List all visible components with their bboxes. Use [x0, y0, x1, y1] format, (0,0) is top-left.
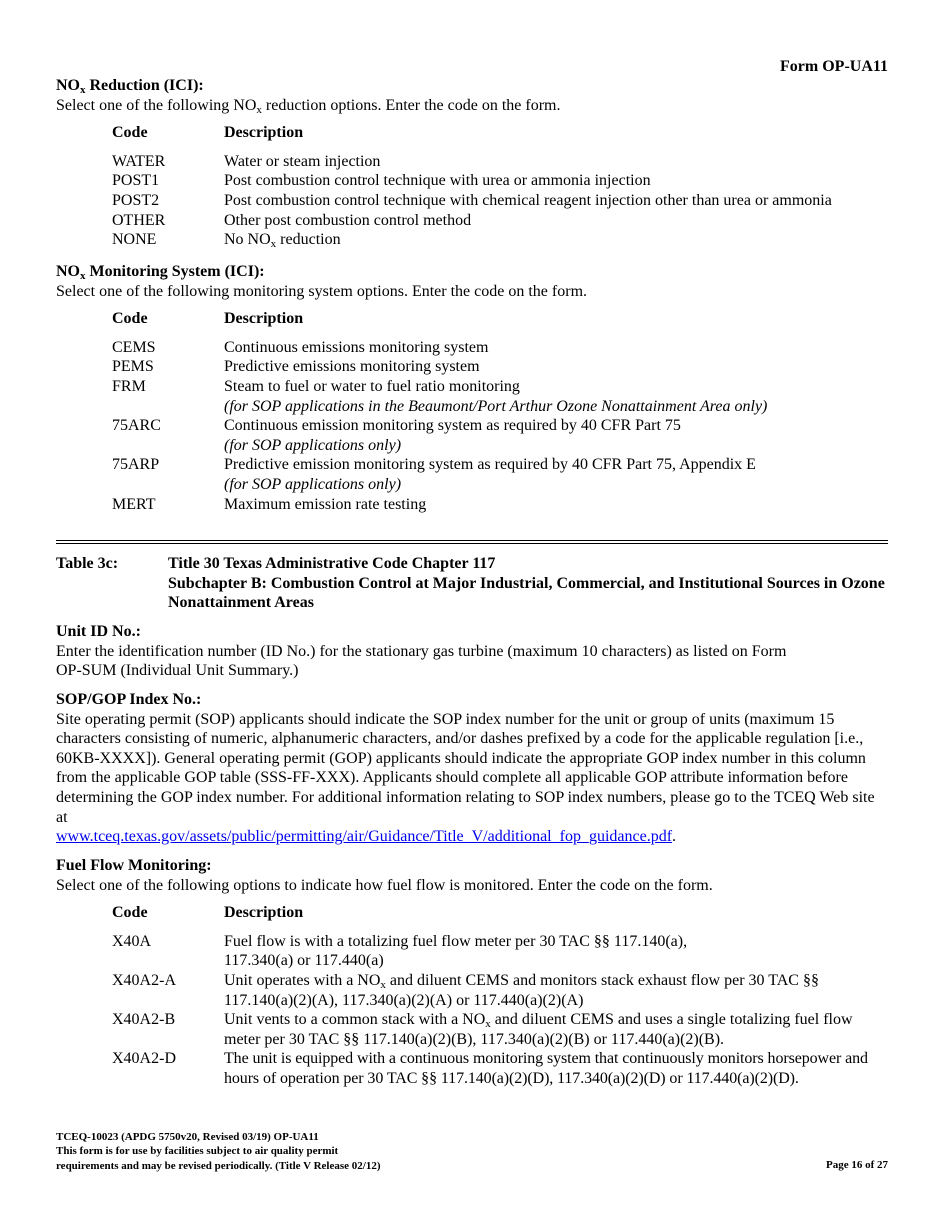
- unit-id-section: [56, 622, 816, 681]
- code-cell: X40A2-B: [112, 1011, 176, 1029]
- table-header: [112, 123, 888, 143]
- code-cell: CEMS: [112, 338, 156, 356]
- table-row: [112, 152, 888, 172]
- table-row: [112, 171, 888, 191]
- footer-usage-note: This form is for use by facilities subject to air quality permit: [56, 1145, 339, 1158]
- table-row: [112, 338, 888, 358]
- page-footer: [56, 1130, 888, 1173]
- table-row: [112, 455, 888, 494]
- nox-reduction-table: [112, 123, 888, 250]
- code-cell: MERT: [112, 495, 156, 513]
- description-cell: Maximum emission rate testing: [224, 495, 427, 513]
- unit-id-text: Enter the identification number (ID No.) for the stationary gas turbine (maximum 10 characters) as listed on Form OP-SUM (Individual Unit Summary.): [56, 642, 787, 680]
- nox-monitoring-section: [56, 262, 888, 514]
- description-column-header: Description: [224, 310, 304, 328]
- nox-reduction-section: [56, 76, 888, 250]
- table-title-line2: Subchapter B: Combustion Control at Major Industrial, Commercial, and Institutional Sources in Ozone Nonattainment Areas: [168, 574, 885, 612]
- code-column-header: Code: [112, 124, 148, 142]
- page-number: Page 16 of 27: [825, 1159, 888, 1171]
- table-row: [112, 230, 888, 250]
- code-column-header: Code: [112, 904, 148, 922]
- table-row: [112, 1010, 896, 1049]
- description-cell: The unit is equipped with a continuous monitoring system that continuously monitors horsepower and hours of operation per 30 TAC §§ 117.140(a)(2)(D), 117.340(a)(2)(D) or 117.440(a)(2)(D).: [224, 1050, 868, 1087]
- description-column-header: Description: [224, 904, 304, 922]
- table-header: [112, 903, 896, 923]
- code-cell: POST1: [112, 172, 160, 190]
- description-cell: Steam to fuel or water to fuel ratio monitoring (for SOP applications in the Beaumont/Port Arthur Ozone Nonattainment Area only): [224, 377, 888, 416]
- fuel-flow-heading: Fuel Flow Monitoring:: [56, 857, 212, 874]
- footer-form-number: TCEQ-10023 (APDG 5750v20, Revised 03/19) OP-UA11: [56, 1131, 319, 1143]
- table-row: [112, 416, 888, 455]
- table-title-line1: Title 30 Texas Administrative Code Chapter 117: [168, 555, 496, 572]
- sop-gop-text: Site operating permit (SOP) applicants should indicate the SOP index number for the unit or group of units (maximum 15 characters consisting of numeric, alphanumeric characters, and/or dashes prefixed by a code for the applicable regulation [i.e., 60KB-XXXX]). General operating permit (GOP) applicants should indicate the appropriate GOP index number in this column from the applicable GOP table (SSS-FF-XXX). Applicants should complete all applicable GOP attribute information before determining the GOP index number. For additional information relating to SOP index numbers, please go to the TCEQ Web site at www.tceq.texas.gov/assets/public/permitting/air/Guidance/Title_V/additional_fop_guidance.pdf.: [56, 710, 875, 846]
- fuel-flow-intro: Select one of the following options to indicate how fuel flow is monitored. Enter the code on the form.: [56, 876, 713, 894]
- table-header: [112, 309, 888, 329]
- nox-monitoring-intro: Select one of the following monitoring system options. Enter the code on the form.: [56, 282, 588, 300]
- applicability-note: (for SOP applications in the Beaumont/Port Arthur Ozone Nonattainment Area only): [224, 397, 768, 415]
- table-row: [112, 971, 896, 1010]
- nox-reduction-intro: Select one of the following $NO_x$ reduction options. Enter the code on the form.: [56, 96, 561, 116]
- description-cell: Other post combustion control method: [224, 211, 472, 229]
- code-cell: WATER: [112, 152, 166, 170]
- code-cell: OTHER: [112, 211, 166, 229]
- table-row: [112, 932, 896, 971]
- fuel-flow-table: [112, 903, 896, 1088]
- applicability-note: (for SOP applications only): [224, 475, 402, 493]
- description-cell: Post combustion control technique with chemical reagent injection other than urea or ammonia: [224, 191, 832, 209]
- code-cell: FRM: [112, 377, 146, 395]
- description-cell: Unit vents to a common stack with a $NO_x$ and diluent CEMS and uses a single totalizing fuel flow meter per 30 TAC §§ 117.140(a)(2)(B), 117.340(a)(2)(B) or 117.440(a)(2)(B).: [224, 1011, 853, 1048]
- description-column-header: Description: [224, 124, 304, 142]
- table-3c-title: [56, 554, 888, 613]
- unit-id-heading: Unit ID No.:: [56, 623, 141, 640]
- table-label: Table 3c:: [56, 555, 119, 572]
- description-cell: Predictive emission monitoring system as required by 40 CFR Part 75, Appendix E (for SOP applications only): [224, 455, 888, 494]
- fuel-flow-section: [56, 856, 896, 1089]
- sop-gop-heading: SOP/GOP Index No.:: [56, 691, 202, 708]
- description-cell: Predictive emissions monitoring system: [224, 358, 480, 376]
- tceq-guidance-link[interactable]: www.tceq.texas.gov/assets/public/permitting/air/Guidance/Title_V/additional_fop_guidance.pdf: [56, 828, 673, 846]
- code-cell: X40A2-A: [112, 971, 176, 989]
- table-row: [112, 1049, 896, 1088]
- code-column-header: Code: [112, 310, 148, 328]
- table-row: [112, 495, 888, 515]
- code-cell: 75ARP: [112, 456, 160, 474]
- code-cell: PEMS: [112, 358, 154, 376]
- code-cell: X40A: [112, 932, 152, 950]
- description-cell: Post combustion control technique with urea or ammonia injection: [224, 172, 651, 190]
- code-cell: 75ARC: [112, 417, 161, 435]
- table-row: [112, 211, 888, 231]
- description-cell: Continuous emissions monitoring system: [224, 338, 489, 356]
- code-cell: NONE: [112, 231, 157, 249]
- description-cell: Unit operates with a $NO_x$ and diluent CEMS and monitors stack exhaust flow per 30 TAC §§ 117.140(a)(2)(A), 117.340(a)(2)(A) or 117.440(a)(2)(A): [224, 971, 819, 1009]
- table-row: [112, 377, 888, 416]
- section-divider: [56, 540, 888, 544]
- sop-gop-section: [56, 690, 886, 847]
- description-cell: Water or steam injection: [224, 152, 381, 170]
- code-cell: POST2: [112, 191, 160, 209]
- footer-revision-note: requirements and may be revised periodically. (Title V Release 02/12): [56, 1159, 381, 1172]
- code-cell: X40A2-D: [112, 1050, 176, 1068]
- nox-monitoring-table: [112, 309, 888, 514]
- description-cell: No $NO_x$ reduction: [224, 231, 341, 251]
- form-id: Form OP-UA11: [780, 58, 888, 75]
- nox-monitoring-heading: $NO_x$ Monitoring System (ICI):: [56, 263, 265, 282]
- description-cell: Continuous emission monitoring system as required by 40 CFR Part 75 (for SOP applications only): [224, 416, 888, 455]
- applicability-note: (for SOP applications only): [224, 436, 402, 454]
- description-cell: Fuel flow is with a totalizing fuel flow meter per 30 TAC §§ 117.140(a), 117.340(a) or 117.440(a): [224, 932, 688, 970]
- nox-reduction-heading: $NO_x$ Reduction (ICI):: [56, 77, 204, 96]
- table-row: [112, 357, 888, 377]
- table-row: [112, 191, 888, 211]
